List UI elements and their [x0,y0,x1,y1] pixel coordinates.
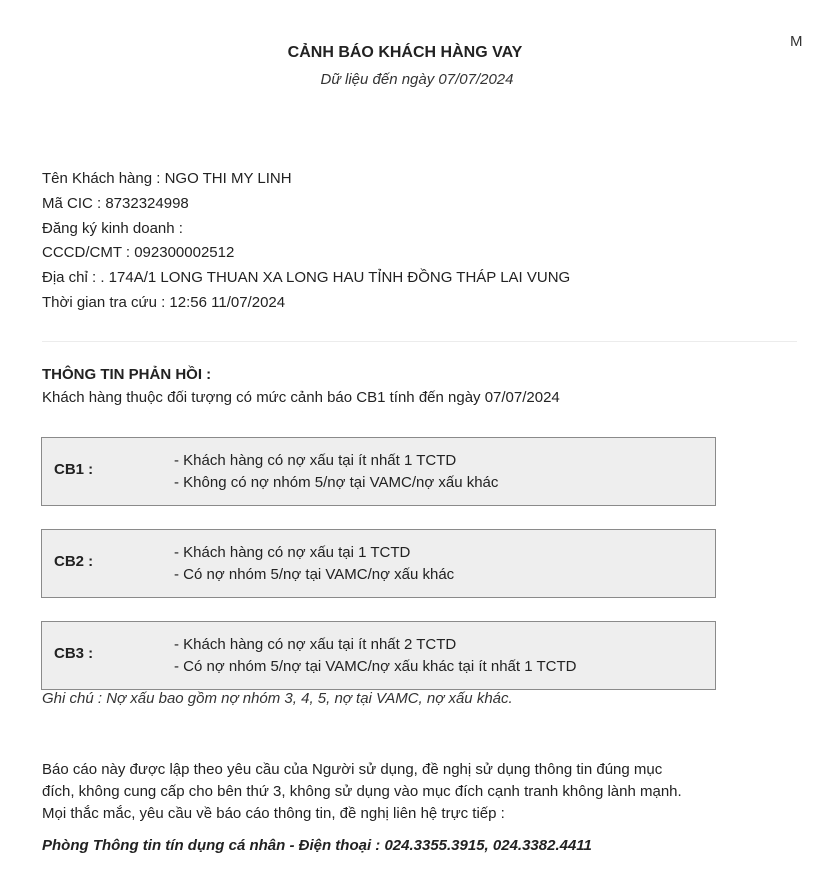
warning-level-cb1 [41,437,716,506]
contact-info: Phòng Thông tin tín dụng cá nhân - Điện thoại : 024.3355.3915, 024.3382.4411 [42,837,592,854]
warning-level-label: CB1 : [54,461,94,478]
disclaimer-line: Mọi thắc mắc, yêu cầu về báo cáo thông tin, đề nghị liên hệ trực tiếp : [42,805,505,822]
report-title: CẢNH BÁO KHÁCH HÀNG VAY [287,44,523,61]
bad-debt-note: Ghi chú : Nợ xấu bao gồm nợ nhóm 3, 4, 5, nợ tại VAMC, nợ xấu khác. [42,690,513,707]
customer-address: Địa chỉ : . 174A/1 LONG THUAN XA LONG HAU TỈNH ĐỒNG THÁP LAI VUNG [42,269,571,286]
report-disclaimer [42,759,742,825]
report-subtitle: Dữ liệu đến ngày 07/07/2024 [320,71,514,88]
warning-level-criterion: - Không có nợ nhóm 5/nợ tại VAMC/nợ xấu khác [174,474,499,491]
warning-level-cb2 [41,529,716,598]
disclaimer-line: đích, không cung cấp cho bên thứ 3, không sử dụng vào mục đích cạnh tranh không lành mạnh. [42,783,682,800]
customer-business-registration: Đăng ký kinh doanh : [42,220,183,237]
disclaimer-line: Báo cáo này được lập theo yêu cầu của Người sử dụng, đề nghị sử dụng thông tin đúng mục [42,761,663,778]
warning-level-criterion: - Có nợ nhóm 5/nợ tại VAMC/nợ xấu khác [174,566,455,583]
warning-level-criterion: - Khách hàng có nợ xấu tại ít nhất 2 TCTD [174,636,457,653]
warning-level-cb3 [41,621,716,690]
section-divider [42,341,797,342]
warning-level-criterion: - Khách hàng có nợ xấu tại ít nhất 1 TCTD [174,452,457,469]
corner-mark: M [790,33,803,50]
lookup-time: Thời gian tra cứu : 12:56 11/07/2024 [42,294,286,311]
customer-cic: Mã CIC : 8732324998 [42,195,189,212]
warning-level-criterion: - Khách hàng có nợ xấu tại 1 TCTD [174,544,411,561]
customer-name: Tên Khách hàng : NGO THI MY LINH [42,170,292,187]
feedback-heading: THÔNG TIN PHẢN HỒI : [42,366,212,383]
warning-level-criterion: - Có nợ nhóm 5/nợ tại VAMC/nợ xấu khác tại ít nhất 1 TCTD [174,658,577,675]
warning-level-label: CB3 : [54,645,94,662]
customer-id-number: CCCD/CMT : 092300002512 [42,244,235,261]
feedback-text: Khách hàng thuộc đối tượng có mức cảnh báo CB1 tính đến ngày 07/07/2024 [42,389,560,406]
warning-level-label: CB2 : [54,553,94,570]
